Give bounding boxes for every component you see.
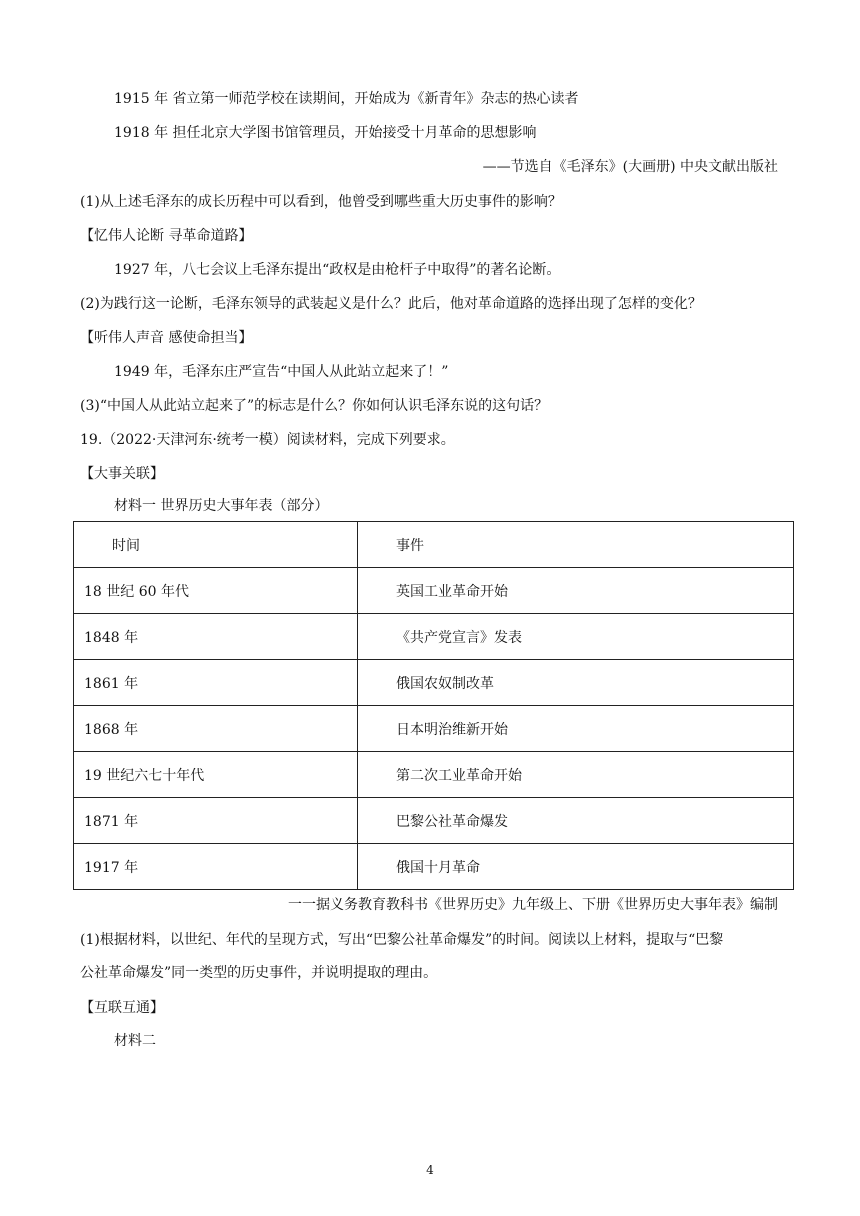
table-row	[74, 568, 794, 614]
line-1918: 1918 年 担任北京大学图书馆管理员，开始接受十月革命的思想影响	[114, 125, 537, 141]
cell-time: 1917 年	[74, 844, 358, 890]
table-row	[74, 844, 794, 890]
section-heading-2: 【忆伟人论断 寻革命道路】	[80, 228, 253, 244]
question-2: (2)为践行这一论断，毛泽东领导的武装起义是什么？此后，他对革命道路的选择出现了怎样的变化？	[80, 296, 702, 312]
question-3: (3)“中国人从此站立起来了”的标志是什么？你如何认识毛泽东说的这句话？	[80, 398, 549, 414]
question-19-1-line-a: (1)根据材料，以世纪、年代的呈现方式，写出“巴黎公社革命爆发”的时间。阅读以上材料，提取与“巴黎	[80, 932, 724, 948]
cell-time: 1868 年	[74, 706, 358, 752]
table-row	[74, 798, 794, 844]
cell-event: 巴黎公社革命爆发	[358, 798, 794, 844]
table-row	[74, 752, 794, 798]
source-citation-1: ——节选自《毛泽东》(大画册) 中央文献出版社	[482, 159, 778, 175]
cell-time: 18 世纪 60 年代	[74, 568, 358, 614]
source-citation-2: 一一据义务教育教科书《世界历史》九年级上、下册《世界历史大事年表》编制	[288, 897, 778, 913]
material-2-title: 材料二	[114, 1033, 156, 1049]
cell-event: 日本明治维新开始	[358, 706, 794, 752]
line-1949: 1949 年，毛泽东庄严宣告“中国人从此站立起来了！”	[114, 364, 449, 380]
section-heading-3: 【听伟人声音 感使命担当】	[80, 330, 253, 346]
material-1-title: 材料一 世界历史大事年表（部分）	[114, 498, 329, 514]
question-1: (1)从上述毛泽东的成长历程中可以看到，他曾受到哪些重大历史事件的影响？	[80, 194, 562, 210]
question-19: 19.（2022·天津河东·统考一模）阅读材料，完成下列要求。	[80, 432, 455, 448]
cell-event: 俄国农奴制改革	[358, 660, 794, 706]
cell-time: 1848 年	[74, 614, 358, 660]
cell-time: 1861 年	[74, 660, 358, 706]
table-row	[74, 706, 794, 752]
cell-time: 1871 年	[74, 798, 358, 844]
page-number: 4	[426, 1163, 434, 1177]
cell-time: 19 世纪六七十年代	[74, 752, 358, 798]
header-event: 事件	[358, 522, 794, 568]
cell-event: 俄国十月革命	[358, 844, 794, 890]
events-table	[73, 521, 794, 890]
section-heading-5: 【互联互通】	[80, 1000, 164, 1016]
table-row	[74, 660, 794, 706]
line-1915: 1915 年 省立第一师范学校在读期间，开始成为《新青年》杂志的热心读者	[114, 91, 579, 107]
cell-event: 第二次工业革命开始	[358, 752, 794, 798]
line-1927: 1927 年，八七会议上毛泽东提出“政权是由枪杆子中取得”的著名论断。	[114, 262, 561, 278]
section-heading-4: 【大事关联】	[80, 466, 164, 482]
header-time: 时间	[74, 522, 358, 568]
question-19-1-line-b: 公社革命爆发”同一类型的历史事件，并说明提取的理由。	[80, 965, 438, 981]
table-row	[74, 614, 794, 660]
table-header-row	[74, 522, 794, 568]
cell-event: 英国工业革命开始	[358, 568, 794, 614]
cell-event: 《共产党宣言》发表	[358, 614, 794, 660]
